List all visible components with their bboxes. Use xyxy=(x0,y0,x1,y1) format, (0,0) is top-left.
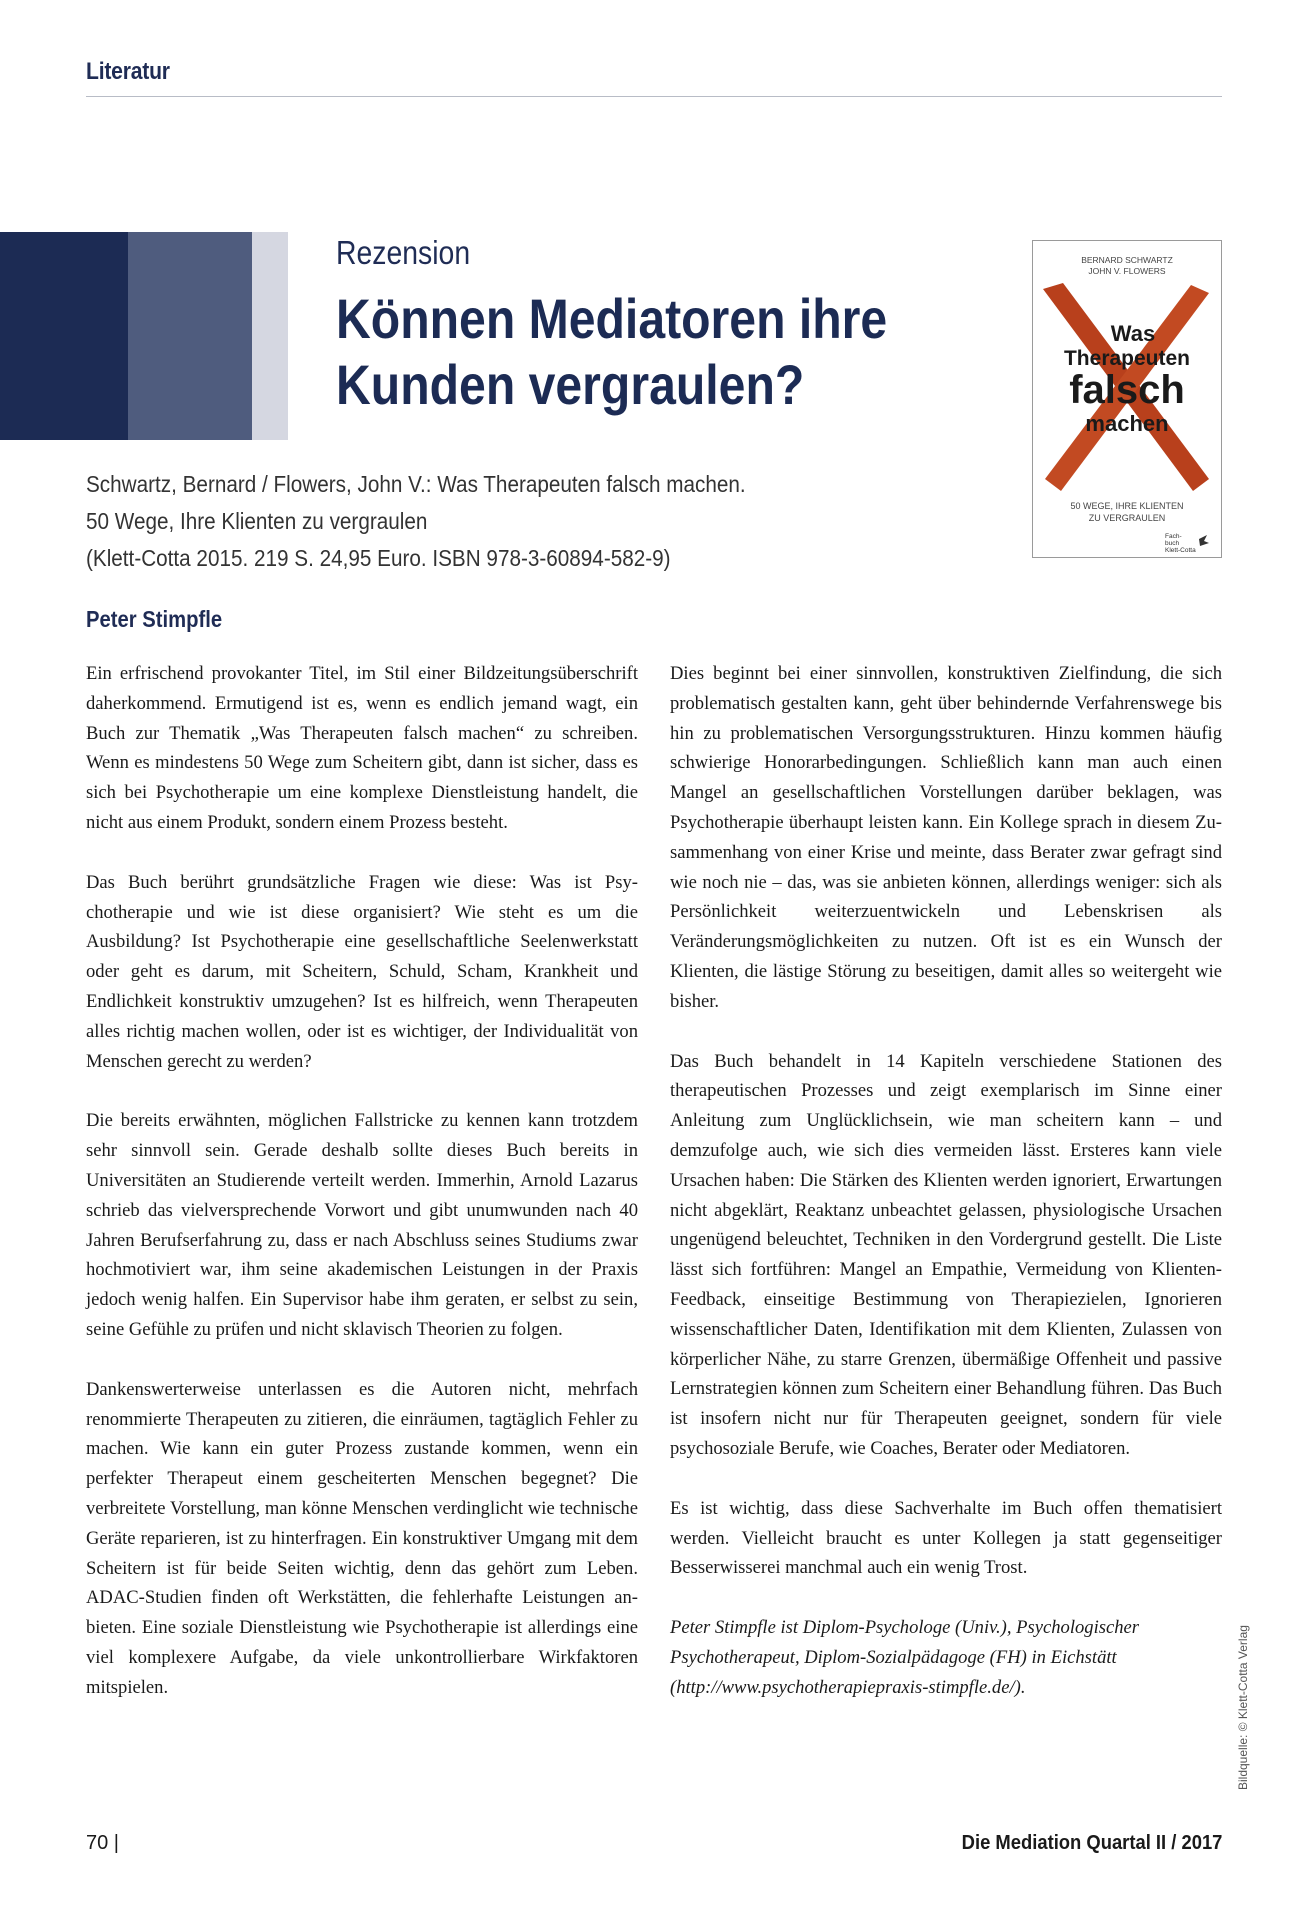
article-author: Peter Stimpfle xyxy=(86,606,223,632)
paragraph: Ein erfrischend provokanter Titel, im Stil einer Bildzeitungsüberschrift daherkommend. Ermutigend ist es, wenn es endlich jemand wagt, ein Buch zur Thematik „Was Therapeuten falsch machen“ zu schreiben. Wenn es mindestens 50 Wege zum Scheitern gibt, dann ist sicher, dass es sich bei Psychotherapie um eine komplexe Dienstleistung handelt, die nicht aus einem Produkt, sondern einem Prozess besteht. xyxy=(86,663,638,833)
book-cover xyxy=(1032,240,1222,558)
page-number: 70 | xyxy=(86,1832,119,1854)
paragraph: Die bereits erwähnten, möglichen Fallstricke zu kennen kann trotzdem sehr sinnvoll sein. Gerade deshalb sollte dieses Buch bereits in Universitäten an Studierende verteilt werden. Immerhin, Arnold Lazarus schrieb das vielversprechende Vorwort und gibt unumwunden nach 40 Jahren Berufserfahrung zu, dass er nach Abschluss seines Studiums zwar hochmotiviert war, ihm seine akademischen Leistungen in der Praxis jedoch wenig halfen. Ein Supervisor habe ihm geraten, er selbst zu sein, seine Gefühle zu prüfen und nicht sklavisch Theorien zu folgen. xyxy=(86,1110,638,1340)
cover-title-1: Was xyxy=(1110,321,1156,346)
cover-publisher-3: Klett-Cotta xyxy=(1165,547,1196,554)
body-column-right xyxy=(670,659,1222,1733)
cover-publisher-2: buch xyxy=(1165,540,1180,547)
header-rule xyxy=(86,96,1222,97)
image-credit: Bildquelle: © Klett-Cotta Verlag xyxy=(1236,1625,1250,1790)
author-signature: Peter Stimpfle ist Diplom-Psychologe (Univ.), Psychologischer Psychotherapeut, Diplom-Sozialpädagoge (FH) in Eichstätt (http://www.psychotherapiepraxis-stimpfle.de/). xyxy=(670,1617,1140,1698)
cover-publisher-logo xyxy=(1199,535,1209,546)
article-title-line-1: Können Mediatoren ihre xyxy=(336,287,888,350)
bibliographic-info xyxy=(86,466,770,577)
paragraph: Dankenswerterweise unterlassen es die Autoren nicht, mehrfach renommierte Therapeuten zu zitieren, die einräumen, tagtäglich Fehler zu machen. Wie kann ein guter Prozess zustande kommen, wenn ein perfekter Therapeut einem gescheiterten Menschen begegnet? Die verbreitete Vorstellung, man könne Menschen verdinglicht wie technische Geräte reparieren, ist zu hinterfragen. Ein konstruktiver Umgang mit dem Scheitern ist für beide Seiten wichtig, denn das gehört zum Leben. ADAC-Studien finden oft Werkstätten, die fehlerhafte Leistungen anbieten. Eine soziale Dienstleistung wie Psychotherapie ist allerdings eine viel komplexere Aufgabe, da viele unkontrollierbare Wirkfaktoren mitspielen. xyxy=(86,1378,638,1698)
cover-publisher-1: Fach- xyxy=(1165,533,1182,540)
article-kicker: Rezension xyxy=(336,234,471,271)
cover-author-2: JOHN V. FLOWERS xyxy=(1088,266,1166,276)
paragraph: Das Buch berührt grundsätzliche Fragen wie diese: Was ist Psychotherapie und wie ist diese organisiert? Wie steht es um die Ausbildung? Ist Psychotherapie eine gesellschaftliche Seelenwerkstatt oder geht es darum, mit Scheitern, Schuld, Scham, Krankheit und Endlichkeit konstruktiv umzugehen? Ist es hilfreich, wenn Therapeuten alles richtig machen wollen, oder ist es wichtiger, der Individualität von Menschen gerecht zu werden? xyxy=(86,871,638,1072)
paragraph: Es ist wichtig, dass diese Sachverhalte im Buch offen thematisiert werden. Vielleicht braucht es unter Kollegen ja statt gegenseitiger Besserwisserei manchmal auch ein wenig Trost. xyxy=(670,1497,1222,1579)
cover-title-4: machen xyxy=(1085,411,1169,436)
cover-title-2: Therapeuten xyxy=(1063,347,1191,370)
book-cover-art xyxy=(1033,241,1221,557)
biblio-line-2: 50 Wege, Ihre Klienten zu vergraulen xyxy=(86,508,428,534)
color-block-navy xyxy=(0,232,128,440)
color-block-slate xyxy=(128,232,252,440)
journal-name: Die Mediation Quartal II / 2017 xyxy=(961,1832,1222,1854)
article-title-line-2: Kunden vergraulen? xyxy=(336,353,805,416)
article-title xyxy=(336,286,938,418)
cover-title-3: falsch xyxy=(1069,368,1185,412)
cover-author-1: BERNARD SCHWARTZ xyxy=(1081,255,1173,265)
paragraph: Das Buch behandelt in 14 Kapiteln verschiedene Stationen des therapeutischen Prozesses und zeigt exemplarisch im Sinne einer Anleitung zum Unglücklichsein, wie man scheitern kann – und demzufolge auch, wie sich dies vermeiden lässt. Ersteres kann viele Ursachen haben: Die Stärken des Klienten werden ignoriert, Erwartungen nicht abgeklärt, Reaktanz unbeachtet gelassen, physiologische Ursachen ungenügend beleuchtet, Techniken in den Vordergrund gestellt. Die Liste lässt sich fortführen: Mangel an Empathie, Vermeidung von Klienten-Feedback, einseitige Bestimmung von Therapiezielen, Ignorieren wissenschaftlicher Daten, Identifikation mit dem Klienten, Zulassen von körperlicher Nähe, zu starre Grenzen, übermäßige Offenheit und passive Lernstrategien können zum Scheitern einer Behandlung führen. Das Buch ist insofern nicht nur für Therapeuten geeignet, sondern für viele psychosoziale Berufe, wie Coaches, Berater oder Mediatoren. xyxy=(670,1050,1222,1459)
biblio-line-1: Schwartz, Bernard / Flowers, John V.: Was Therapeuten falsch machen. xyxy=(86,471,746,497)
body-column-left xyxy=(86,659,638,1733)
paragraph: Dies beginnt bei einer sinnvollen, konstruktiven Zielfindung, die sich problematisch gestalten kann, geht über behindernde Verfahrenswege bis hin zu problematischen Versorgungsstrukturen. Hinzu kommen häufig schwierige Honorarbedingungen. Schließlich kann man auch einen Mangel an gesellschaftlichen Vorstellungen darüber beklagen, was Psychotherapie überhaupt leisten kann. Ein Kollege sprach in diesem Zusammenhang von einer Krise und meinte, dass Berater zwar gefragt sind wie noch nie – das, was sie anbieten können, allerdings weniger: sich als Persönlichkeit weiterzuentwickeln und Lebenskrisen als Veränderungsmöglichkeiten zu nutzen. Oft ist es ein Wunsch der Klienten, die lästige Störung zu beseitigen, damit alles so weitergeht wie bisher. xyxy=(670,663,1222,1012)
cover-subtitle-2: ZU VERGRAULEN xyxy=(1088,513,1166,523)
cover-subtitle-1: 50 WEGE, IHRE KLIENTEN xyxy=(1070,501,1184,511)
section-label: Literatur xyxy=(86,58,170,85)
color-block-lilac xyxy=(252,232,288,440)
biblio-line-3: (Klett-Cotta 2015. 219 S. 24,95 Euro. ISBN 978-3-60894-582-9) xyxy=(86,545,671,571)
